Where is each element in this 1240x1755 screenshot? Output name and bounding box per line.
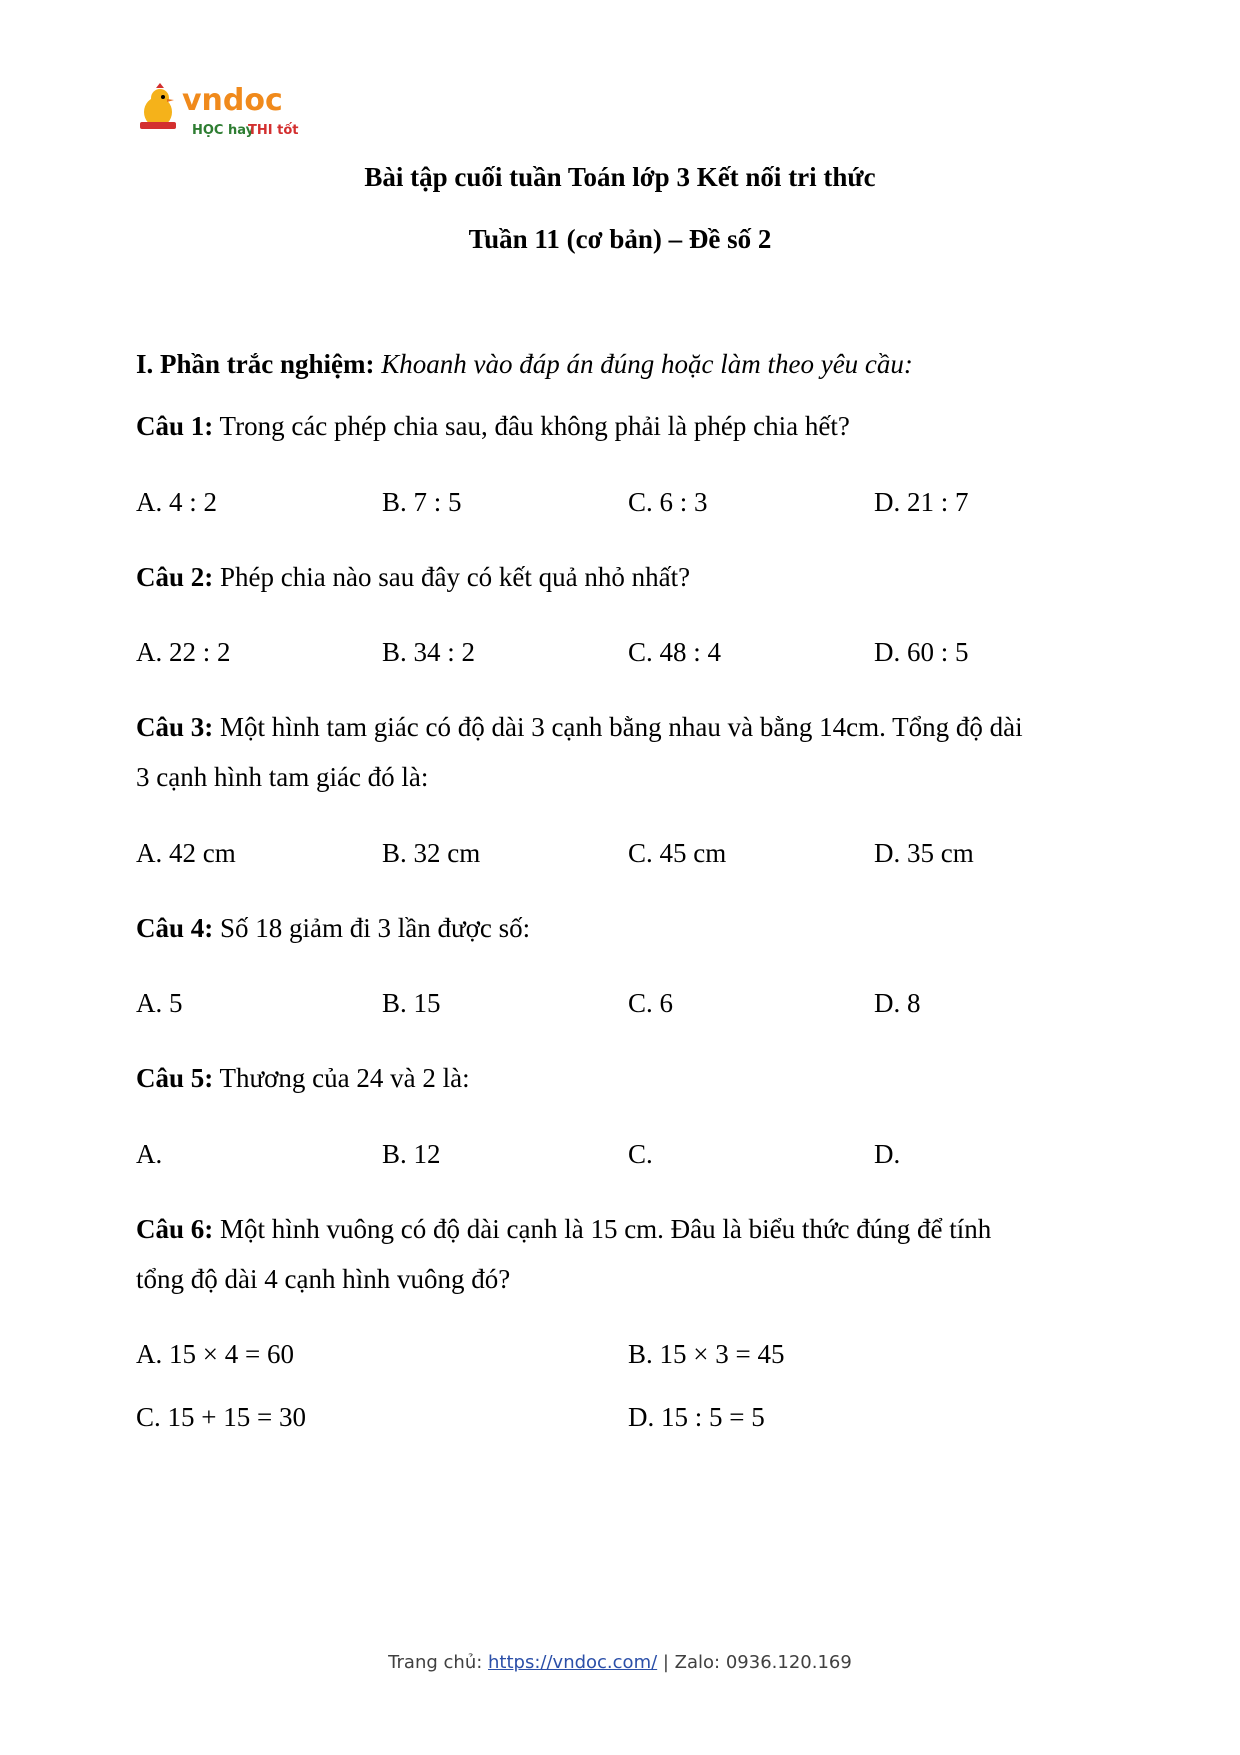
question-label: Câu 6: <box>136 1214 214 1244</box>
q5-option-a[interactable]: A. <box>136 1139 163 1169</box>
question-3-continued: 3 cạnh hình tam giác đó là: <box>136 762 429 792</box>
question-6 <box>136 1214 991 1245</box>
logo-brand-text: vndoc <box>182 83 283 118</box>
logo-tagline-a: HỌC hay <box>192 123 255 138</box>
q1-option-d[interactable]: D. 21 : 7 <box>874 487 969 517</box>
section-heading-label: I. Phần trắc nghiệm: <box>136 349 375 379</box>
document-title: Bài tập cuối tuần Toán lớp 3 Kết nối tri thức <box>364 162 876 192</box>
question-text: Số 18 giảm đi 3 lần được số: <box>220 913 531 943</box>
document-subtitle: Tuần 11 (cơ bản) – Đề số 2 <box>468 224 772 254</box>
vndoc-logo <box>136 82 300 138</box>
q2-option-b[interactable]: B. 34 : 2 <box>382 637 476 667</box>
q3-option-d[interactable]: D. 35 cm <box>874 838 974 868</box>
question-text: Thương của 24 và 2 là: <box>219 1063 470 1093</box>
logo-tagline-b: THI tốt <box>248 123 299 138</box>
q4-option-a[interactable]: A. 5 <box>136 988 183 1018</box>
question-5 <box>136 1063 470 1094</box>
q6-option-d[interactable]: D. 15 : 5 = 5 <box>628 1402 765 1432</box>
question-label: Câu 3: <box>136 712 214 742</box>
question-label: Câu 1: <box>136 411 214 441</box>
q3-option-c[interactable]: C. 45 cm <box>628 838 727 868</box>
homepage-link[interactable]: https://vndoc.com/ <box>488 1652 658 1673</box>
section-heading <box>136 349 913 380</box>
q5-option-d[interactable]: D. <box>874 1139 901 1169</box>
question-3 <box>136 712 1023 743</box>
q6-option-a[interactable]: A. 15 × 4 = 60 <box>136 1339 294 1369</box>
question-6-continued: tổng độ dài 4 cạnh hình vuông đó? <box>136 1264 511 1294</box>
mascot-icon <box>140 83 176 129</box>
q3-option-b[interactable]: B. 32 cm <box>382 838 481 868</box>
q4-option-b[interactable]: B. 15 <box>382 988 441 1018</box>
question-text: Phép chia nào sau đây có kết quả nhỏ nhất? <box>220 562 691 592</box>
q4-option-d[interactable]: D. 8 <box>874 988 921 1018</box>
q4-option-c[interactable]: C. 6 <box>628 988 674 1018</box>
q1-option-c[interactable]: C. 6 : 3 <box>628 487 708 517</box>
q5-option-b[interactable]: B. 12 <box>382 1139 441 1169</box>
question-1 <box>136 411 850 442</box>
question-4 <box>136 913 530 944</box>
q6-option-c[interactable]: C. 15 + 15 = 30 <box>136 1402 306 1432</box>
q6-option-b[interactable]: B. 15 × 3 = 45 <box>628 1339 785 1369</box>
q1-option-a[interactable]: A. 4 : 2 <box>136 487 217 517</box>
q2-option-a[interactable]: A. 22 : 2 <box>136 637 231 667</box>
question-text: Trong các phép chia sau, đâu không phải là phép chia hết? <box>219 411 850 441</box>
footer-contact: | Zalo: 0936.120.169 <box>657 1652 852 1673</box>
page-footer <box>0 1652 1240 1673</box>
question-2 <box>136 562 690 593</box>
question-label: Câu 4: <box>136 913 214 943</box>
q1-option-b[interactable]: B. 7 : 5 <box>382 487 462 517</box>
question-text: Một hình vuông có độ dài cạnh là 15 cm. Đâu là biểu thức đúng để tính <box>220 1214 992 1244</box>
section-instruction: Khoanh vào đáp án đúng hoặc làm theo yêu cầu: <box>381 349 913 379</box>
q2-option-c[interactable]: C. 48 : 4 <box>628 637 722 667</box>
q2-option-d[interactable]: D. 60 : 5 <box>874 637 969 667</box>
q5-option-c[interactable]: C. <box>628 1139 653 1169</box>
footer-prefix: Trang chủ: <box>388 1652 489 1673</box>
question-label: Câu 2: <box>136 562 214 592</box>
question-text: Một hình tam giác có độ dài 3 cạnh bằng nhau và bằng 14cm. Tổng độ dài <box>220 712 1023 742</box>
question-label: Câu 5: <box>136 1063 214 1093</box>
q3-option-a[interactable]: A. 42 cm <box>136 838 236 868</box>
